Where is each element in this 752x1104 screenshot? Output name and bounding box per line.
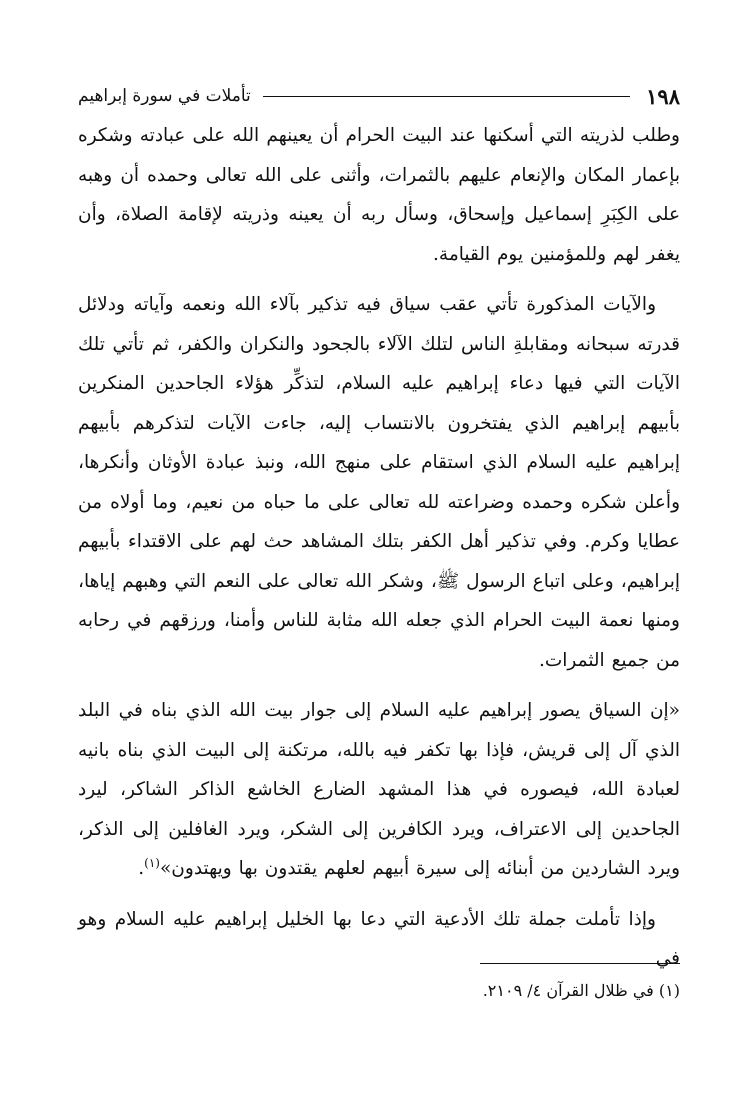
header-rule bbox=[263, 96, 630, 97]
paragraph-1: وطلب لذريته التي أسكنها عند البيت الحرام أن يعينهم الله على عبادته وشكره بإعمار المكان والإنعام عليهم بالثمرات، وأثنى على الله تعالى وحمده أن وهبه على الكِبَرِ إسماعيل وإسحاق، وسأل ربه أن يعينه وذريته لإقامة الصلاة، وأن يغفر لهم وللمؤمنين يوم القيامة. bbox=[78, 125, 680, 265]
paragraph-4: وإذا تأملت جملة تلك الأدعية التي دعا بها الخليل إبراهيم عليه السلام وهو في bbox=[78, 908, 680, 969]
quote-text: «إن السياق يصور إبراهيم عليه السلام إلى جوار بيت الله الذي بناه في البلد الذي آل إلى قريش، فإذا بها تكفر فيه بالله، مرتكنة إلى البيت الذي بناه بانيه لعبادة الله، فيصوره في هذا المشهد الضارع الخاشع الذاكر الشاكر، ليرد الجاحدين إلى الاعتراف، ويرد الكافرين إلى الشكر، ويرد الغافلين إلى الذكر، ويرد الشاردين من أبنائه إلى سيرة أبيهم لعلهم يقتدون بها ويهتدون» bbox=[78, 700, 680, 879]
body-text bbox=[78, 116, 680, 979]
document-page bbox=[78, 78, 680, 1038]
footnote-reference[interactable]: (١) bbox=[144, 855, 160, 870]
footnote-separator bbox=[480, 963, 680, 964]
paragraph-3-quote bbox=[78, 691, 680, 889]
paragraph-2: والآيات المذكورة تأتي عقب سياق فيه تذكير بآلاء الله ونعمه وآياته ودلائل قدرته سبحانه ومقابلةِ الناس لتلك الآلاء بالجحود والنكران والكفر، ثم تأتي تلك الآيات التي فيها دعاء إبراهيم عليه السلام، لتذكِّر هؤلاء الجاحدين المنكرين بأبيهم إبراهيم الذي يفتخرون بالانتساب إليه، جاءت الآيات لتذكرهم بأبيهم إبراهيم عليه السلام الذي استقام على منهج الله، ونبذ عبادة الأوثان وأنكرها، وأعلن شكره وحمده وضراعته لله تعالى على ما حباه من نعيم، وما أولاه من عطايا وكرم. وفي تذكير أهل الكفر بتلك المشاهد حث لهم على الاقتداء بأبيهم إبراهيم، وعلى اتباع الرسول ﷺ، وشكر الله تعالى على النعم التي وهبهم إياها، ومنها نعمة البيت الحرام الذي جعله الله مثابة للناس وأمنا، ورزقهم في رحابه من جميع الثمرات. bbox=[78, 294, 680, 671]
running-header bbox=[78, 78, 680, 114]
running-title: تأملات في سورة إبراهيم bbox=[78, 86, 251, 106]
footnote: (١) في ظلال القرآن ٤/ ٢١٠٩. bbox=[482, 981, 680, 1000]
page-number: ١٩٨ bbox=[646, 83, 680, 109]
paragraph-end-mark: . bbox=[138, 858, 145, 879]
